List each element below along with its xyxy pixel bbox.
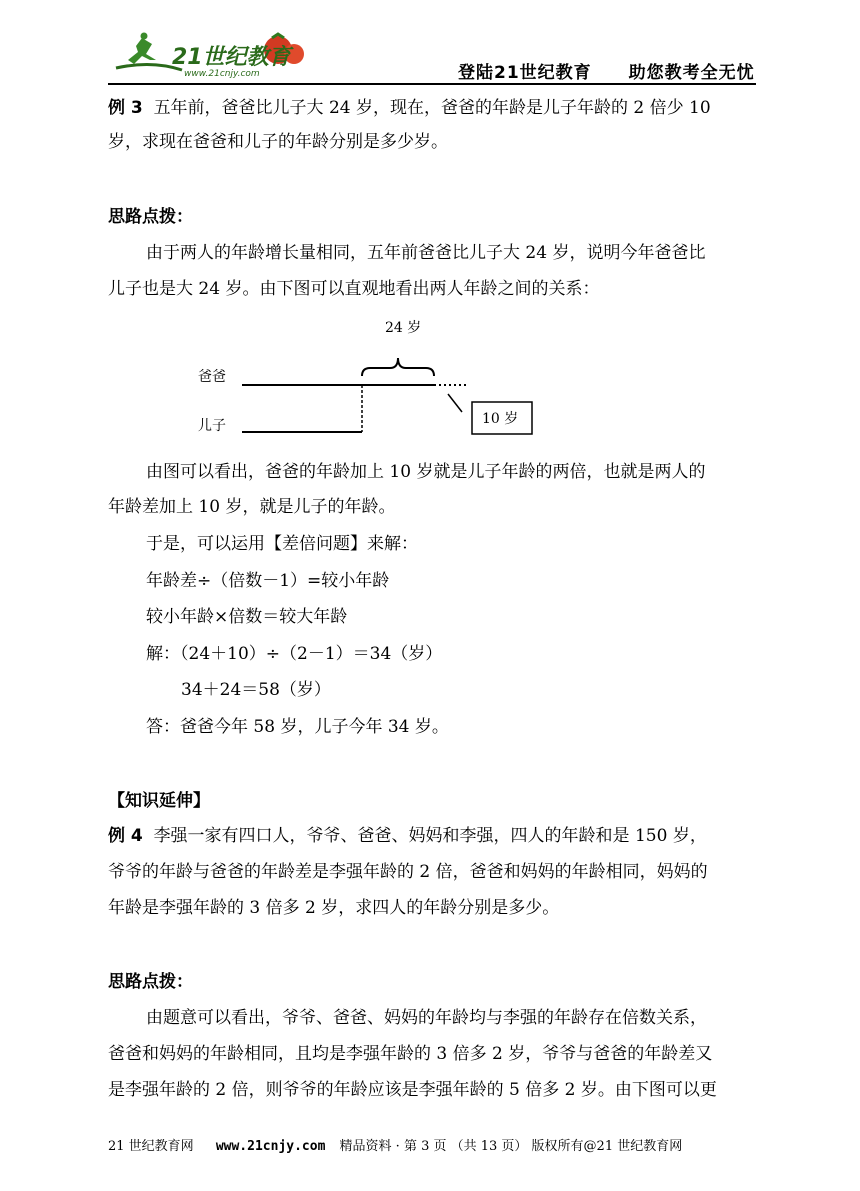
example3-line2: 岁，求现在爸爸和儿子的年龄分别是多少岁。 (108, 132, 448, 152)
example3-hint-title: 思路点拨： (108, 207, 193, 227)
example4-line2: 爷爷的年龄与爸爸的年龄差是李强年龄的 2 倍，爸爸和妈妈的年龄相同，妈妈的 (108, 862, 708, 882)
site-logo[interactable] (112, 30, 312, 82)
example4-text1: 李强一家有四口人，爷爷、爸爸、妈妈和李强，四人的年龄和是 150 岁， (153, 826, 707, 846)
example3-text1: 五年前，爸爸比儿子大 24 岁，现在，爸爸的年龄是儿子年龄的 2 倍少 10 (153, 98, 711, 118)
example3-p3: 于是，可以运用【差倍问题】来解： (146, 534, 418, 554)
son-label: 儿子 (198, 418, 226, 434)
logo-text: 21世纪教育 (172, 45, 291, 70)
example3-line1 (108, 96, 758, 120)
formula-2: 较小年龄×倍数＝较大年龄 (146, 607, 348, 627)
example3-p1-line2: 儿子也是大 24 岁。由下图可以直观地看出两人年龄之间的关系： (108, 279, 600, 299)
header-slogan (458, 58, 755, 83)
father-label: 爸爸 (198, 369, 226, 385)
example3-p2-line2: 年龄差加上 10 岁，就是儿子的年龄。 (108, 497, 396, 517)
solution-step-2: 34＋24＝58（岁） (181, 680, 331, 700)
example4-line3: 年龄是李强年龄的 3 倍多 2 岁，求四人的年龄分别是多少。 (108, 898, 560, 918)
formula-1: 年龄差÷（倍数－1）=较小年龄 (146, 571, 390, 591)
answer: 答：爸爸今年 58 岁，儿子今年 34 岁。 (146, 717, 449, 737)
example4-line1 (108, 824, 758, 848)
example3-p2-line1: 由图可以看出，爸爸的年龄加上 10 岁就是儿子年龄的两倍，也就是两人的 (146, 462, 706, 482)
age-line-diagram (190, 312, 570, 442)
example3-p1-line1: 由于两人的年龄增长量相同，五年前爸爸比儿子大 24 岁，说明今年爸爸比 (146, 243, 706, 263)
ten-years-label: 10 岁 (482, 411, 519, 427)
slogan-right: 助您教考全无忧 (628, 63, 755, 83)
logo-url: www.21cnjy.com (184, 69, 260, 79)
footer-site: 21 世纪教育网 (108, 1139, 194, 1154)
footer-url[interactable]: www.21cnjy.com (215, 1139, 326, 1154)
footer-info: 精品资料 · 第 3 页 （共 13 页） 版权所有@21 世纪教育网 (339, 1139, 683, 1154)
example4-label: 例 4 (108, 826, 143, 846)
brace-shape (362, 358, 434, 376)
example4-p1-line2: 爸爸和妈妈的年龄相同，且均是李强年龄的 3 倍多 2 岁，爷爷与爸爸的年龄差又 (108, 1044, 713, 1064)
header-divider (108, 83, 756, 85)
brace-label: 24 岁 (385, 320, 422, 336)
example4-hint-title: 思路点拨： (108, 972, 193, 992)
page-footer (108, 1135, 682, 1154)
solution-step-1: 解：（24＋10）÷（2－1）＝34（岁） (146, 644, 443, 664)
example4-p1-line3: 是李强年龄的 2 倍，则爷爷的年龄应该是李强年龄的 5 倍多 2 岁。由下图可以更 (108, 1080, 717, 1100)
example4-p1-line1: 由题意可以看出，爷爷、爸爸、妈妈的年龄均与李强的年龄存在倍数关系， (146, 1008, 707, 1028)
slogan-left: 登陆21世纪教育 (458, 63, 592, 83)
box-pointer (448, 394, 462, 412)
example3-label: 例 3 (108, 98, 143, 118)
extension-title: 【知识延伸】 (108, 791, 210, 811)
